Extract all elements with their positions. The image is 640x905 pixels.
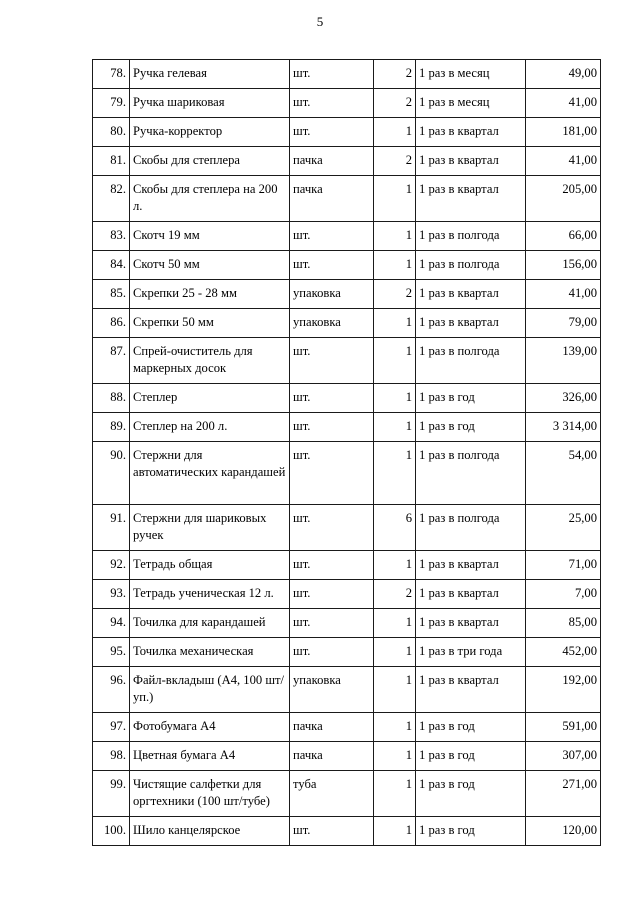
table-row (93, 817, 601, 846)
row-number: 99. (93, 771, 130, 817)
item-quantity: 2 (374, 280, 416, 309)
item-price: 205,00 (526, 176, 601, 222)
item-name: Шило канцелярское (130, 817, 290, 846)
item-quantity: 1 (374, 817, 416, 846)
item-price: 156,00 (526, 251, 601, 280)
item-quantity: 1 (374, 742, 416, 771)
item-frequency: 1 раз в полгода (416, 442, 526, 505)
item-name: Скрепки 25 - 28 мм (130, 280, 290, 309)
item-frequency: 1 раз в год (416, 742, 526, 771)
item-price: 7,00 (526, 580, 601, 609)
item-price: 54,00 (526, 442, 601, 505)
row-number: 81. (93, 147, 130, 176)
item-name: Степлер на 200 л. (130, 413, 290, 442)
item-unit: шт. (290, 60, 374, 89)
item-quantity: 1 (374, 251, 416, 280)
row-number: 89. (93, 413, 130, 442)
item-name: Стержни для шариковых ручек (130, 505, 290, 551)
item-frequency: 1 раз в квартал (416, 118, 526, 147)
row-number: 97. (93, 713, 130, 742)
item-name: Стержни для автоматических карандашей (130, 442, 290, 505)
row-number: 87. (93, 338, 130, 384)
item-price: 326,00 (526, 384, 601, 413)
item-price: 41,00 (526, 280, 601, 309)
item-price: 49,00 (526, 60, 601, 89)
item-price: 66,00 (526, 222, 601, 251)
row-number: 92. (93, 551, 130, 580)
item-unit: упаковка (290, 309, 374, 338)
item-name: Ручка-корректор (130, 118, 290, 147)
table-row (93, 338, 601, 384)
item-unit: шт. (290, 251, 374, 280)
table-row (93, 89, 601, 118)
item-name: Фотобумага А4 (130, 713, 290, 742)
item-unit: шт. (290, 638, 374, 667)
item-price: 41,00 (526, 147, 601, 176)
item-quantity: 1 (374, 713, 416, 742)
item-price: 85,00 (526, 609, 601, 638)
item-frequency: 1 раз в полгода (416, 338, 526, 384)
table-row (93, 638, 601, 667)
row-number: 95. (93, 638, 130, 667)
item-unit: шт. (290, 580, 374, 609)
item-name: Степлер (130, 384, 290, 413)
table-row (93, 60, 601, 89)
item-quantity: 6 (374, 505, 416, 551)
item-name: Спрей-очиститель для маркерных досок (130, 338, 290, 384)
item-quantity: 1 (374, 442, 416, 505)
item-quantity: 2 (374, 60, 416, 89)
item-frequency: 1 раз в полгода (416, 251, 526, 280)
item-price: 181,00 (526, 118, 601, 147)
item-name: Тетрадь ученическая 12 л. (130, 580, 290, 609)
table-row (93, 551, 601, 580)
table-row (93, 742, 601, 771)
item-frequency: 1 раз в квартал (416, 609, 526, 638)
item-unit: пачка (290, 713, 374, 742)
supplies-table (92, 59, 601, 846)
row-number: 79. (93, 89, 130, 118)
item-quantity: 1 (374, 309, 416, 338)
item-unit: шт. (290, 338, 374, 384)
item-name: Ручка гелевая (130, 60, 290, 89)
item-name: Файл-вкладыш (А4, 100 шт/уп.) (130, 667, 290, 713)
item-frequency: 1 раз в квартал (416, 551, 526, 580)
item-quantity: 1 (374, 771, 416, 817)
item-unit: пачка (290, 147, 374, 176)
item-name: Точилка механическая (130, 638, 290, 667)
row-number: 80. (93, 118, 130, 147)
item-unit: пачка (290, 176, 374, 222)
row-number: 88. (93, 384, 130, 413)
row-number: 85. (93, 280, 130, 309)
item-frequency: 1 раз в квартал (416, 176, 526, 222)
item-frequency: 1 раз в квартал (416, 147, 526, 176)
item-quantity: 1 (374, 638, 416, 667)
item-unit: шт. (290, 222, 374, 251)
item-price: 79,00 (526, 309, 601, 338)
row-number: 86. (93, 309, 130, 338)
item-frequency: 1 раз в год (416, 817, 526, 846)
table-row (93, 384, 601, 413)
table-row (93, 309, 601, 338)
item-quantity: 1 (374, 222, 416, 251)
table-row (93, 580, 601, 609)
item-quantity: 2 (374, 89, 416, 118)
row-number: 78. (93, 60, 130, 89)
item-frequency: 1 раз в месяц (416, 60, 526, 89)
item-price: 71,00 (526, 551, 601, 580)
item-name: Скрепки 50 мм (130, 309, 290, 338)
item-unit: упаковка (290, 280, 374, 309)
item-quantity: 1 (374, 667, 416, 713)
table-row (93, 442, 601, 505)
item-unit: шт. (290, 89, 374, 118)
item-unit: шт. (290, 118, 374, 147)
table-row (93, 609, 601, 638)
row-number: 83. (93, 222, 130, 251)
item-frequency: 1 раз в год (416, 713, 526, 742)
item-name: Цветная бумага А4 (130, 742, 290, 771)
item-frequency: 1 раз в полгода (416, 222, 526, 251)
item-frequency: 1 раз в год (416, 384, 526, 413)
item-unit: шт. (290, 609, 374, 638)
item-frequency: 1 раз в полгода (416, 505, 526, 551)
item-price: 271,00 (526, 771, 601, 817)
table-row (93, 176, 601, 222)
item-quantity: 1 (374, 118, 416, 147)
item-frequency: 1 раз в год (416, 771, 526, 817)
item-unit: шт. (290, 442, 374, 505)
item-quantity: 1 (374, 551, 416, 580)
item-name: Точилка для карандашей (130, 609, 290, 638)
row-number: 100. (93, 817, 130, 846)
item-price: 591,00 (526, 713, 601, 742)
item-frequency: 1 раз в квартал (416, 280, 526, 309)
item-unit: упаковка (290, 667, 374, 713)
supplies-table-body (93, 60, 601, 846)
item-quantity: 2 (374, 147, 416, 176)
item-frequency: 1 раз в год (416, 413, 526, 442)
row-number: 91. (93, 505, 130, 551)
item-quantity: 1 (374, 384, 416, 413)
row-number: 82. (93, 176, 130, 222)
table-row (93, 147, 601, 176)
item-price: 25,00 (526, 505, 601, 551)
item-price: 192,00 (526, 667, 601, 713)
item-frequency: 1 раз в квартал (416, 667, 526, 713)
table-row (93, 118, 601, 147)
item-frequency: 1 раз в квартал (416, 580, 526, 609)
table-row (93, 222, 601, 251)
row-number: 96. (93, 667, 130, 713)
item-unit: шт. (290, 505, 374, 551)
item-unit: шт. (290, 817, 374, 846)
row-number: 98. (93, 742, 130, 771)
item-name: Скотч 19 мм (130, 222, 290, 251)
row-number: 90. (93, 442, 130, 505)
item-name: Скобы для степлера на 200 л. (130, 176, 290, 222)
item-unit: пачка (290, 742, 374, 771)
table-row (93, 713, 601, 742)
row-number: 93. (93, 580, 130, 609)
item-name: Ручка шариковая (130, 89, 290, 118)
item-unit: шт. (290, 384, 374, 413)
item-price: 452,00 (526, 638, 601, 667)
item-quantity: 2 (374, 580, 416, 609)
item-name: Чистящие салфетки для оргтехники (100 шт/тубе) (130, 771, 290, 817)
page-number: 5 (316, 14, 324, 29)
table-row (93, 771, 601, 817)
item-quantity: 1 (374, 338, 416, 384)
item-unit: туба (290, 771, 374, 817)
item-quantity: 1 (374, 609, 416, 638)
item-price: 41,00 (526, 89, 601, 118)
row-number: 84. (93, 251, 130, 280)
item-name: Тетрадь общая (130, 551, 290, 580)
item-price: 139,00 (526, 338, 601, 384)
table-row (93, 251, 601, 280)
item-unit: шт. (290, 551, 374, 580)
table-row (93, 280, 601, 309)
table-row (93, 505, 601, 551)
item-quantity: 1 (374, 176, 416, 222)
item-unit: шт. (290, 413, 374, 442)
item-frequency: 1 раз в три года (416, 638, 526, 667)
item-frequency: 1 раз в квартал (416, 309, 526, 338)
item-name: Скобы для степлера (130, 147, 290, 176)
item-price: 120,00 (526, 817, 601, 846)
table-row (93, 667, 601, 713)
row-number: 94. (93, 609, 130, 638)
table-row (93, 413, 601, 442)
item-price: 307,00 (526, 742, 601, 771)
item-quantity: 1 (374, 413, 416, 442)
item-name: Скотч 50 мм (130, 251, 290, 280)
item-price: 3 314,00 (526, 413, 601, 442)
item-frequency: 1 раз в месяц (416, 89, 526, 118)
